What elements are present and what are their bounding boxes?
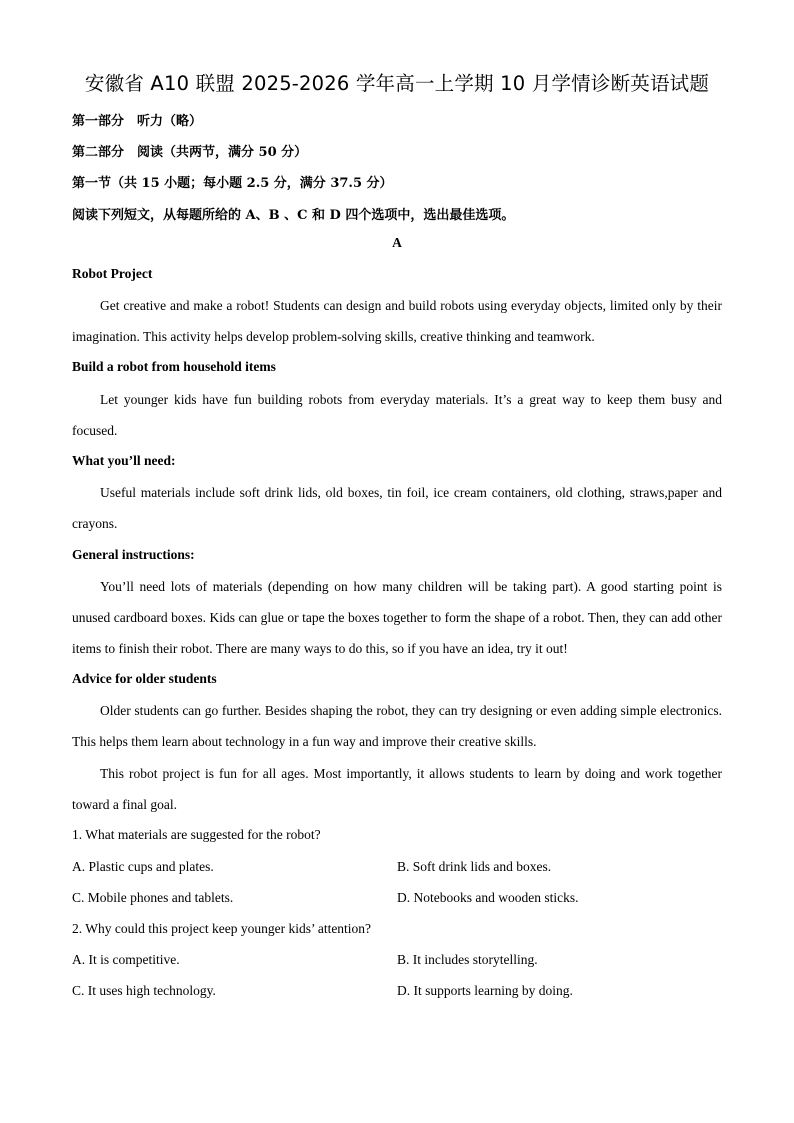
materials-paragraph: Useful materials include soft drink lids, old boxes, tin foil, ice cream containers, old clothing, straws,paper and crayons.	[72, 485, 722, 531]
section-heading-build: Build a robot from household items	[72, 359, 276, 374]
passage-heading: Robot Project	[72, 266, 153, 281]
question-2-option-c: C. It uses high technology.	[72, 983, 216, 998]
question-1-option-d: D. Notebooks and wooden sticks.	[397, 890, 579, 905]
exam-title: 安徽省 A10 联盟 2025-2026 学年高一上学期 10 月学情诊断英语试题	[84, 72, 710, 95]
section-heading-need: What you’ll need:	[72, 453, 176, 468]
question-2-option-b: B. It includes storytelling.	[397, 952, 538, 967]
part-two-heading: 第二部分 阅读（共两节，满分 50 分）	[72, 145, 308, 160]
part-one-heading: 第一部分 听力（略）	[72, 114, 203, 129]
section-one-heading: 第一节（共 15 小题；每小题 2.5 分，满分 37.5 分）	[72, 176, 393, 191]
question-1-option-a: A. Plastic cups and plates.	[72, 859, 214, 874]
question-2-stem: 2. Why could this project keep younger kids’ attention?	[72, 921, 372, 936]
section-heading-advice: Advice for older students	[72, 671, 217, 686]
question-2-option-d: D. It supports learning by doing.	[397, 983, 573, 998]
closing-paragraph: This robot project is fun for all ages. Most importantly, it allows students to learn by doing and work together toward a final goal.	[72, 766, 722, 812]
section-heading-instructions: General instructions:	[72, 547, 195, 562]
reading-instruction: 阅读下列短文，从每题所给的 A、B 、C 和 D 四个选项中，选出最佳选项。	[72, 208, 515, 223]
passage-label: A	[392, 235, 402, 250]
advice-paragraph: Older students can go further. Besides shaping the robot, they can try designing or even adding simple electronics. This helps them learn about technology in a fun way and improve their creative skills.	[72, 703, 722, 749]
question-1-stem: 1. What materials are suggested for the robot?	[72, 827, 321, 842]
question-1-option-b: B. Soft drink lids and boxes.	[397, 859, 552, 874]
question-1-option-c: C. Mobile phones and tablets.	[72, 890, 234, 905]
build-paragraph: Let younger kids have fun building robots from everyday materials. It’s a great way to keep them busy and focused.	[72, 392, 722, 438]
instructions-paragraph: You’ll need lots of materials (depending on how many children will be taking part). A good starting point is unused cardboard boxes. Kids can glue or tape the boxes together to form the shape of a robot. Then, they can add other items to finish their robot. There are many ways to do this, so if you have an idea, try it out!	[72, 579, 722, 656]
intro-paragraph: Get creative and make a robot! Students can design and build robots using everyday objects, limited only by their imagination. This activity helps develop problem-solving skills, creative thinking and teamwork.	[72, 298, 722, 344]
question-2-option-a: A. It is competitive.	[72, 952, 180, 967]
